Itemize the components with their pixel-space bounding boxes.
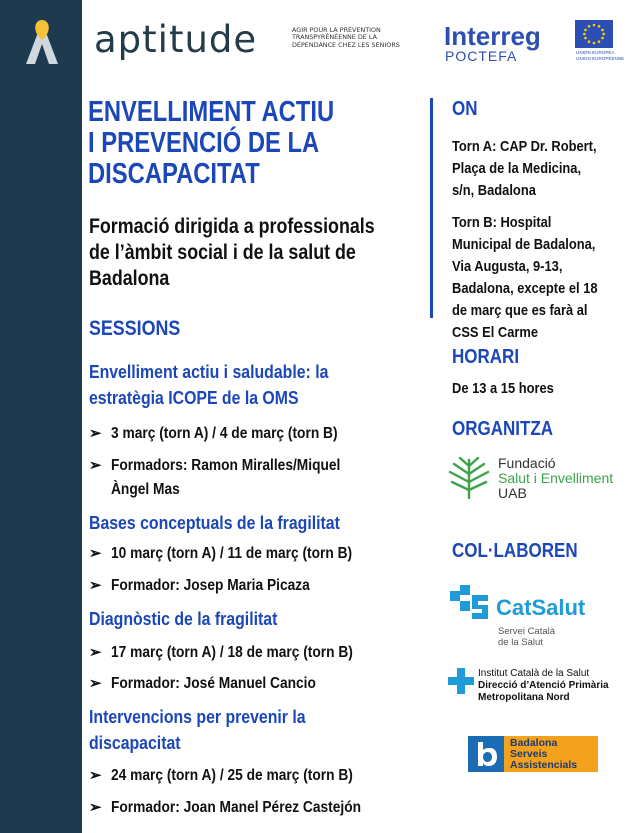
- module-title: Diagnòstic de la fragilitat: [89, 609, 278, 629]
- interreg-logo: Interreg: [444, 21, 541, 51]
- aptitude-tagline: AGIR POUR LA PRÉVENTION TRANSPYRÉNÉENNE DE LA DÉPENDANCE CHEZ LES SENIORS: [292, 26, 400, 49]
- module-bullet: ➢ Formador: Joan Manel Pérez Castejón: [89, 796, 402, 820]
- arrow-bullet-icon: ➢: [89, 767, 102, 784]
- ics-logo-text: Institut Català de la Salut Direcció d’Atenció Primària Metropolitana Nord: [478, 668, 609, 703]
- schedule-heading: HORARI: [452, 346, 520, 368]
- sessions-heading: SESSIONS: [89, 317, 181, 340]
- module-bullet: ➢ 17 març (torn A) / 18 de març (torn B): [89, 641, 392, 665]
- tree-logo-icon: [446, 454, 492, 500]
- organizer-heading: ORGANITZA: [452, 418, 554, 440]
- subtitle: Formació dirigida a professionals de l’àmbit social i de la salut de Badalona: [89, 215, 375, 290]
- arrow-bullet-icon: ➢: [89, 545, 102, 562]
- catsalut-name: CatSalut: [496, 595, 586, 620]
- header: [82, 0, 638, 86]
- module-title: Bases conceptuals de la fragilitat: [89, 513, 340, 533]
- catsalut-logo-icon: [450, 585, 490, 621]
- module-title: Envelliment actiu i saludable: la estratègia ICOPE de la OMS: [89, 362, 329, 408]
- module-bullet: ➢ 3 març (torn A) / 4 de març (torn B): [89, 422, 374, 446]
- schedule-text: De 13 a 15 hores: [452, 380, 554, 397]
- module-bullet: ➢ 10 març (torn A) / 11 de març (torn B): [89, 542, 391, 566]
- location-torn-a: Torn A: CAP Dr. Robert, Plaça de la Medicina, s/n, Badalona: [452, 138, 597, 199]
- arrow-bullet-icon: ➢: [89, 577, 102, 594]
- eu-caption: UNIÓN EUROPEA UNION EUROPÉENNE: [576, 50, 625, 61]
- location-torn-b: Torn B: Hospital Municipal de Badalona, Via Augusta, 9-13, Badalona, excepte el 18 de març que es farà al CSS El Carme: [452, 214, 598, 341]
- module-bullet: ➢ Formador: Josep Maria Picaza: [89, 574, 342, 598]
- poctefa-label: POCTEFA: [445, 48, 518, 64]
- module-bullet: ➢ 24 març (torn A) / 25 de març (torn B): [89, 764, 392, 788]
- arrow-bullet-icon: ➢: [89, 425, 102, 442]
- location-heading: ON: [452, 98, 478, 120]
- ics-cross-icon: [448, 668, 474, 694]
- module-title: Intervencions per prevenir la discapacitat: [89, 707, 306, 753]
- main-title: ENVELLIMENT ACTIU I PREVENCIÓ DE LA DISCAPACITAT: [88, 96, 335, 190]
- module-bullet: ➢ Formadors: Ramon Miralles/Miquel Àngel Mas: [89, 454, 378, 502]
- aptitude-brand: aptitude: [94, 18, 258, 61]
- bsa-logo-text: Badalona Serveis Assistencials: [510, 737, 578, 771]
- arrow-bullet-icon: ➢: [89, 799, 102, 816]
- catsalut-subtitle: Servei Català de la Salut: [498, 626, 556, 648]
- fundacio-logo-text: Fundació Salut i Envelliment UAB: [498, 455, 614, 501]
- divider: [430, 98, 433, 318]
- bsa-logo-icon: [468, 736, 504, 772]
- arrow-bullet-icon: ➢: [89, 644, 102, 661]
- module-bullet: ➢ Formador: José Manuel Cancio: [89, 672, 349, 696]
- aptitude-logo-icon: [20, 18, 64, 68]
- arrow-bullet-icon: ➢: [89, 675, 102, 692]
- arrow-bullet-icon: ➢: [89, 457, 102, 474]
- eu-flag-icon: [575, 20, 613, 48]
- collaborators-heading: COL·LABOREN: [452, 540, 578, 562]
- sidebar: [0, 0, 82, 833]
